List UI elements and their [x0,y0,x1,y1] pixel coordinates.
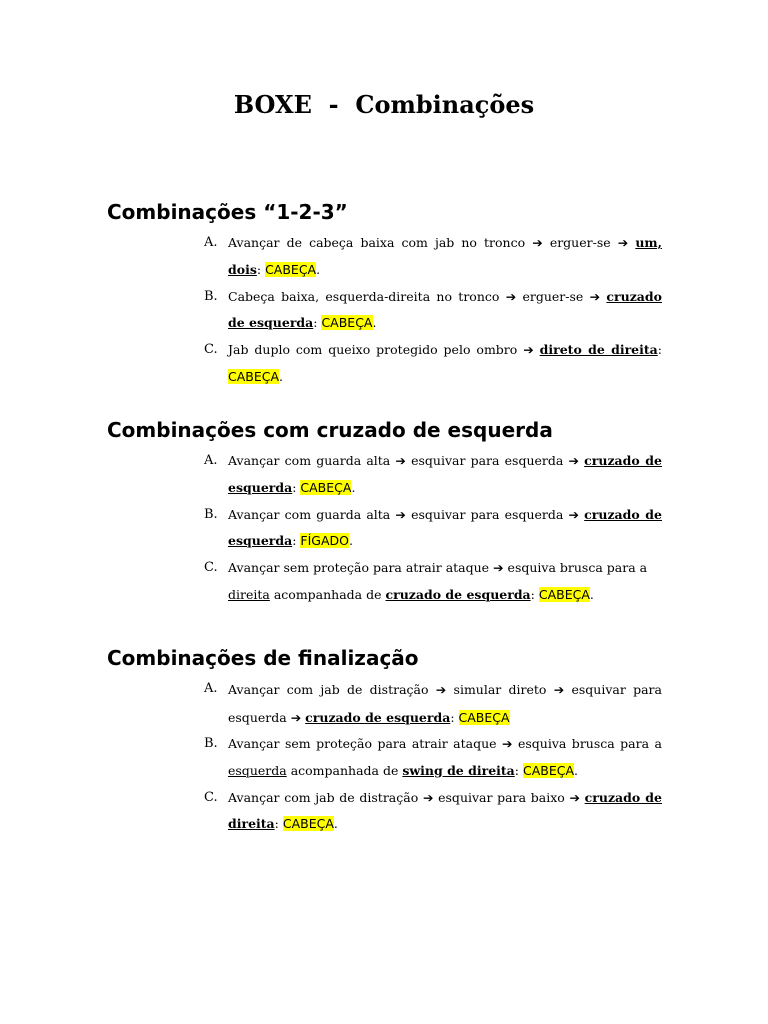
section-heading: Combinações de finalização [107,646,419,670]
strike-name: cruzado de direita [228,789,662,831]
list-item-text: Avançar de cabeça baixa com jab no tronco ➔ erguer-se ➔ um, dois: CABEÇA. [228,235,662,277]
arrow-icon: ➔ [395,453,406,468]
target-highlight: CABEÇA [321,315,373,330]
arrow-icon: ➔ [422,789,434,805]
arrow-icon: ➔ [568,453,579,468]
list-item [0,676,768,731]
list-marker: A. [204,235,218,250]
list-marker: C. [204,560,218,575]
strike-name: cruzado de esquerda [228,288,662,330]
arrow-icon: ➔ [617,235,629,250]
combination-list [0,676,768,838]
list-marker: A. [204,681,218,696]
direction-word: direita [228,586,270,602]
strike-name: cruzado de esquerda [305,709,451,725]
combination-list [0,448,768,609]
list-item-text: Avançar com guarda alta ➔ esquivar para esquerda ➔ cruzado de esquerda: CABEÇA. [228,453,662,495]
target-highlight: CABEÇA [282,816,334,831]
arrow-icon: ➔ [589,288,601,304]
list-item [0,230,768,284]
strike-name: um, dois [228,235,662,277]
arrow-icon: ➔ [493,560,504,575]
list-marker: B. [204,506,218,522]
arrow-icon: ➔ [569,789,580,805]
arrow-icon: ➔ [435,682,447,697]
list-marker: B. [204,288,218,304]
arrow-icon: ➔ [290,709,302,725]
list-marker: C. [204,789,218,805]
combination-list [0,230,768,391]
list-marker: B. [204,736,218,751]
target-highlight: CABEÇA [538,586,590,602]
document-title: BOXE - Combinações [233,90,535,119]
target-highlight: CABEÇA [265,261,317,277]
list-item-text: Jab duplo com queixo protegido pelo ombro ➔ direto de direita: CABEÇA. [228,342,662,384]
arrow-icon: ➔ [505,288,517,304]
section-heading: Combinações com cruzado de esquerda [107,418,553,442]
list-item-text: Avançar com jab de distração ➔ esquivar para baixo ➔ cruzado de direita: CABEÇA. [228,789,662,831]
strike-name: swing de direita [402,762,515,778]
target-highlight: CABEÇA [458,709,510,725]
arrow-icon: ➔ [568,506,579,522]
arrow-icon: ➔ [502,736,513,751]
target-highlight: CABEÇA [522,762,575,778]
strike-name: cruzado de esquerda [385,586,531,602]
target-highlight: CABEÇA [228,368,280,384]
target-highlight: FÍGADO [300,533,349,548]
list-item-text: Cabeça baixa, esquerda-direita no tronco ➔ erguer-se ➔ cruzado de esquerda: CABEÇA. [228,288,662,330]
target-highlight: CABEÇA [300,479,352,495]
list-marker: C. [204,342,218,357]
strike-name: cruzado de esquerda [228,506,662,548]
section-heading: Combinações “1-2-3” [107,200,348,224]
list-item-text: Avançar sem proteção para atrair ataque ➔ esquiva brusca para a esquerda acompanhada de swing de direita: CABEÇA. [228,736,662,778]
list-item [0,284,768,338]
arrow-icon: ➔ [523,342,534,357]
strike-name: cruzado de esquerda [228,453,662,495]
arrow-icon: ➔ [553,682,565,697]
list-item [0,555,768,609]
list-item-text: Avançar com jab de distração ➔ simular direto ➔ esquivar para esquerda ➔ cruzado de esquerda: CABEÇA [228,682,662,725]
list-item [0,785,768,839]
list-item [0,731,768,785]
list-item [0,448,768,502]
arrow-icon: ➔ [532,235,543,250]
strike-name: direto de direita [539,342,658,357]
list-item-text: Avançar sem proteção para atrair ataque ➔ esquiva brusca para a direita acompanhada de cruzado de esquerda: CABEÇA. [228,560,648,602]
arrow-icon: ➔ [395,506,406,522]
list-item [0,502,768,556]
list-item [0,337,768,391]
direction-word: esquerda [228,762,287,778]
list-marker: A. [204,453,218,468]
list-item-text: Avançar com guarda alta ➔ esquivar para esquerda ➔ cruzado de esquerda: FÍGADO. [228,506,662,548]
